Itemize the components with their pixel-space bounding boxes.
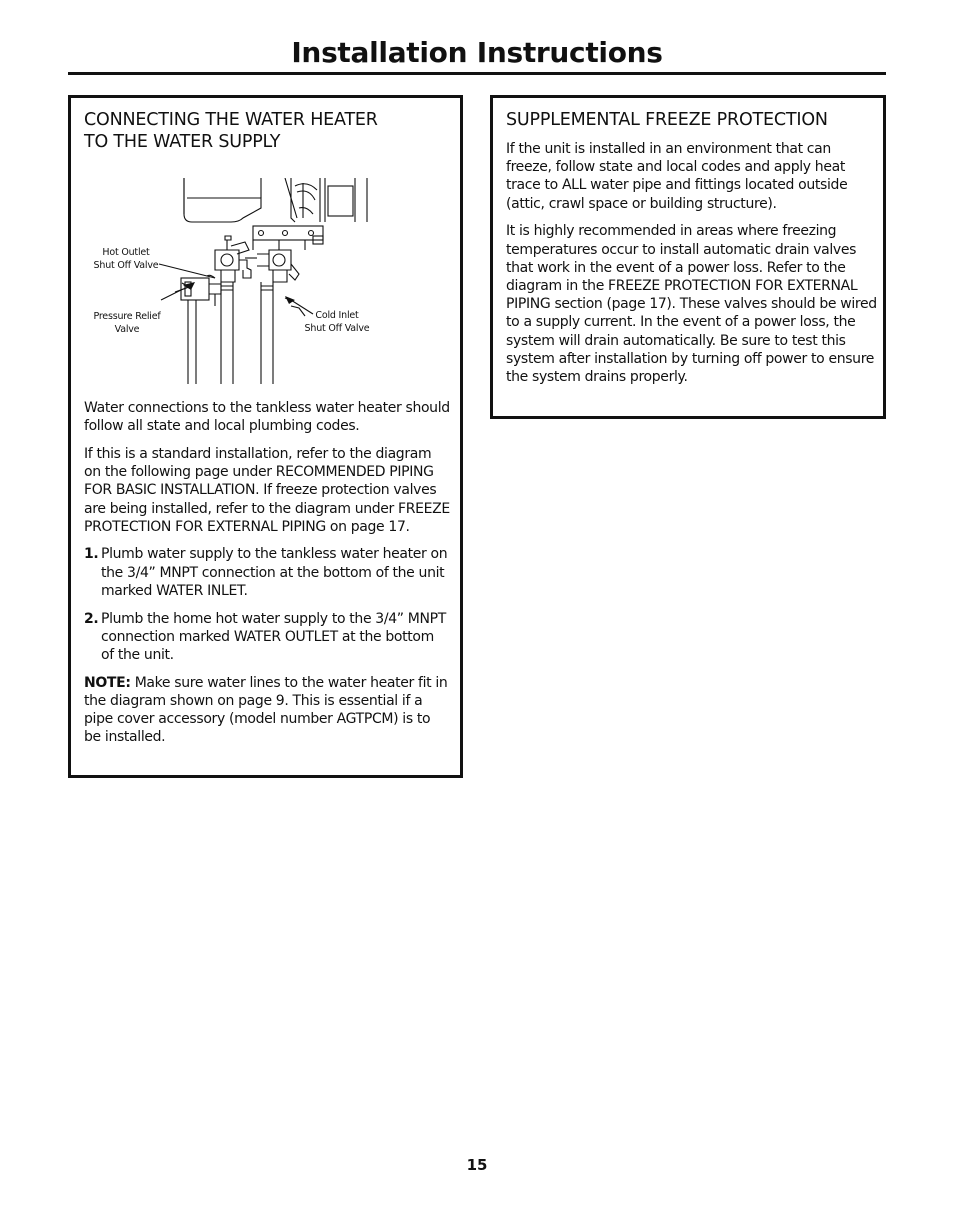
- heading-line-2: TO THE WATER SUPPLY: [84, 132, 281, 152]
- water-heater-illustration: [85, 178, 375, 388]
- title-divider: [68, 72, 886, 75]
- hot-outlet-label: Hot Outlet Shut Off Valve: [93, 247, 159, 271]
- step-number: 1.: [84, 546, 99, 563]
- step-text: Plumb water supply to the tankless water heater on the 3/4” MNPT connection at the bottom of the unit marked WATER INLET.: [101, 546, 448, 599]
- note-text: Make sure water lines to the water heater fit in the diagram shown on page 9. This is essential if a pipe cover accessory (model number AGTPCM) is to be installed.: [84, 674, 448, 746]
- pressure-relief-label: Pressure Relief Valve: [93, 311, 161, 335]
- heading-line-1: CONNECTING THE WATER HEATER: [84, 110, 378, 130]
- step-text: Plumb the home hot water supply to the 3/4” MNPT connection marked WATER OUTLET at the bottom of the unit.: [101, 610, 446, 663]
- cold-inlet-label: Cold Inlet Shut Off Valve: [304, 310, 370, 334]
- note-paragraph: [84, 674, 450, 747]
- section-body: [84, 399, 450, 756]
- supplemental-freeze-protection-section: [490, 95, 886, 419]
- page-title: Installation Instructions: [291, 36, 663, 69]
- step-2: [84, 610, 450, 665]
- step-1: [84, 545, 450, 600]
- section-body: [506, 140, 878, 396]
- note-label: NOTE:: [84, 674, 131, 691]
- freeze-paragraph-1: If the unit is installed in an environment that can freeze, follow state and local codes and apply heat trace to ALL water pipe and fittings located outside (attic, crawl space or building structure).: [506, 141, 848, 212]
- step-number: 2.: [84, 610, 99, 627]
- page-number: 15: [466, 1156, 488, 1174]
- freeze-paragraph-2: It is highly recommended in areas where freezing temperatures occur to install automatic drain valves that work in the event of a power loss. Refer to the diagram in the FREEZE PROTECTION FOR EXTERNAL PIPING section (page 17). These valves should be wired to a supply current. In the event of a power loss, the system will drain automatically. Be sure to test this system after installation by turning off power to ensure the system drains properly.: [506, 223, 877, 385]
- section-heading: SUPPLEMENTAL FREEZE PROTECTION: [506, 110, 828, 130]
- intro-paragraph: Water connections to the tankless water heater should follow all state and local plumbing codes.: [84, 400, 450, 435]
- section-heading: [84, 109, 454, 153]
- water-heater-connection-diagram: [85, 178, 375, 388]
- standard-install-paragraph: If this is a standard installation, refer to the diagram on the following page under RECOMMENDED PIPING FOR BASIC INSTALLATION. If freeze protection valves are being installed, refer to the diagram under FREEZE PROTECTION FOR EXTERNAL PIPING on page 17.: [84, 445, 450, 535]
